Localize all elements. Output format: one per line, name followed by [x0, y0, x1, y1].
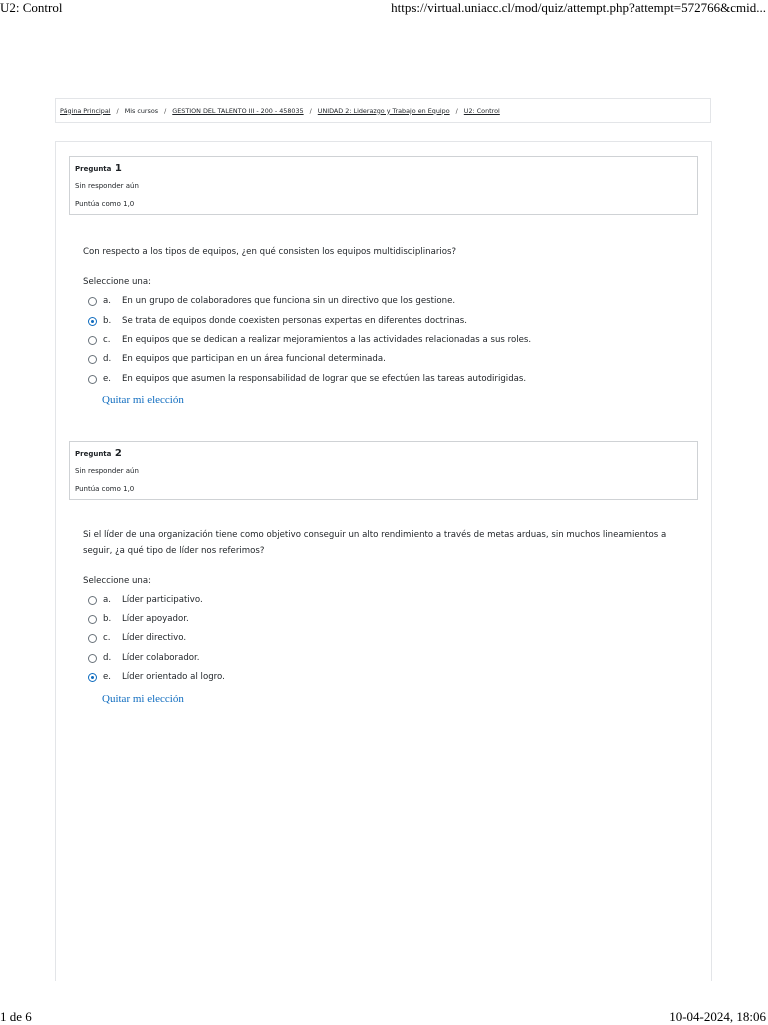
radio-unchecked-icon[interactable] [88, 375, 97, 384]
answer-letter: a. [103, 595, 111, 605]
breadcrumb [55, 98, 711, 123]
question-number: 2 [114, 448, 122, 459]
question-1-clear-choice-link[interactable]: Quitar mi elección [102, 394, 184, 406]
question-2-clear-choice-link[interactable]: Quitar mi elección [102, 693, 184, 705]
question-1-answer-b[interactable] [88, 314, 467, 328]
answer-text: Líder apoyador. [122, 614, 189, 624]
question-1-answer-c[interactable] [88, 333, 531, 347]
question-2-grade: Puntúa como 1,0 [75, 485, 135, 493]
question-1-state: Sin responder aún [75, 182, 139, 190]
question-2-answer-c[interactable] [88, 631, 186, 645]
answer-letter: e. [103, 374, 112, 384]
answer-text: En equipos que asumen la responsabilidad de lograr que se efectúen las tareas autodirigidas. [122, 374, 527, 384]
breadcrumb-separator: / [164, 106, 167, 115]
radio-unchecked-icon[interactable] [88, 596, 97, 605]
question-2-answer-a[interactable] [88, 593, 203, 607]
answer-text: Se trata de equipos donde coexisten personas expertas en diferentes doctrinas. [122, 316, 468, 326]
answer-letter: d. [103, 653, 112, 663]
question-label: Pregunta [75, 450, 112, 458]
radio-checked-icon[interactable] [88, 317, 97, 326]
question-2-info [69, 441, 698, 500]
question-label: Pregunta [75, 165, 112, 173]
breadcrumb-separator: / [455, 106, 458, 115]
answer-letter: b. [103, 614, 112, 624]
question-1-title [75, 163, 122, 174]
question-2-state: Sin responder aún [75, 467, 139, 475]
answer-text: Líder colaborador. [122, 653, 200, 663]
breadcrumb-unit-link[interactable]: UNIDAD 2: Liderazgo y Trabajo en Equipo [317, 106, 450, 115]
question-number: 1 [114, 163, 122, 174]
answer-text: Líder directivo. [122, 633, 187, 643]
question-2-text: Si el líder de una organización tiene como objetivo conseguir un alto rendimiento a través de metas arduas, sin muchos lineamientos a seguir, ¿a qué tipo de líder nos referimos? [83, 530, 667, 556]
answer-letter: c. [103, 633, 111, 643]
question-1-answer-d[interactable] [88, 352, 386, 366]
question-2-answer-b[interactable] [88, 612, 189, 626]
print-footer-page-number: 1 de 6 [0, 1009, 32, 1024]
radio-checked-icon[interactable] [88, 673, 97, 682]
answer-text: Líder participativo. [122, 595, 203, 605]
radio-unchecked-icon[interactable] [88, 297, 97, 306]
answer-letter: d. [103, 354, 112, 364]
question-2-answer-d[interactable] [88, 651, 200, 665]
question-2-answer-e[interactable] [88, 670, 225, 684]
breadcrumb-my-courses: Mis cursos [124, 106, 159, 115]
print-footer-datetime: 10-04-2024, 18:06 [669, 1009, 766, 1024]
answer-letter: a. [103, 296, 111, 306]
question-2-title [75, 448, 122, 459]
breadcrumb-separator: / [309, 106, 312, 115]
radio-unchecked-icon[interactable] [88, 355, 97, 364]
question-2-select-label: Seleccione una: [83, 576, 152, 586]
answer-text: En equipos que se dedican a realizar mejoramientos a las actividades relacionadas a sus roles. [122, 335, 532, 345]
print-header-url: https://virtual.uniacc.cl/mod/quiz/attempt.php?attempt=572766&cmid... [391, 0, 766, 15]
breadcrumb-quiz-link[interactable]: U2: Control [463, 106, 500, 115]
question-1-grade: Puntúa como 1,0 [75, 200, 135, 208]
breadcrumb-home-link[interactable]: Página Principal [60, 106, 111, 115]
answer-text: En equipos que participan en un área funcional determinada. [122, 354, 386, 364]
main-content-region [55, 141, 712, 981]
breadcrumb-separator: / [116, 106, 119, 115]
question-1-select-label: Seleccione una: [83, 277, 152, 287]
question-1-info [69, 156, 698, 215]
answer-text: Líder orientado al logro. [122, 672, 225, 682]
print-header-title: U2: Control [0, 0, 63, 15]
breadcrumb-course-link[interactable]: GESTION DEL TALENTO III - 200 - 458035 [172, 106, 304, 115]
answer-letter: b. [103, 316, 112, 326]
answer-letter: e. [103, 672, 112, 682]
radio-unchecked-icon[interactable] [88, 615, 97, 624]
answer-letter: c. [103, 335, 111, 345]
question-1-answer-a[interactable] [88, 294, 455, 308]
radio-unchecked-icon[interactable] [88, 654, 97, 663]
question-1-text: Con respecto a los tipos de equipos, ¿en qué consisten los equipos multidisciplinarios? [83, 247, 457, 257]
question-1-answer-e[interactable] [88, 372, 526, 386]
answer-text: En un grupo de colaboradores que funciona sin un directivo que los gestione. [122, 296, 456, 306]
radio-unchecked-icon[interactable] [88, 634, 97, 643]
radio-unchecked-icon[interactable] [88, 336, 97, 345]
